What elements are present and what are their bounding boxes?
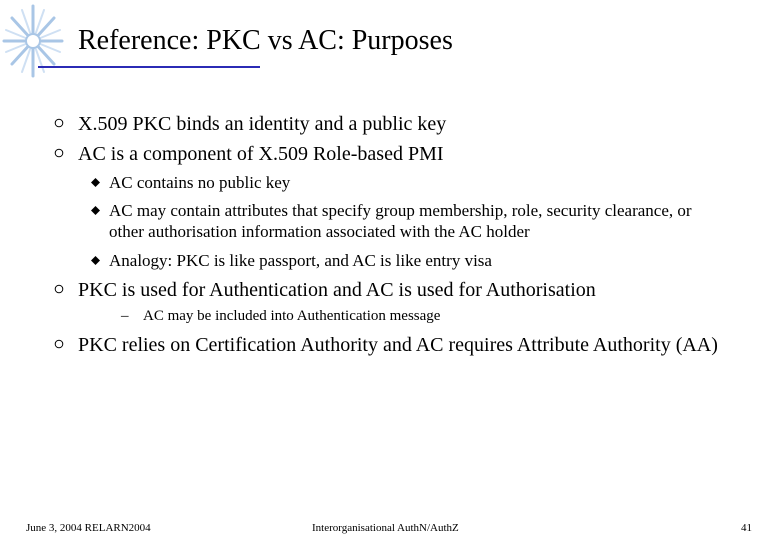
bullet-text: AC is a component of X.509 Role-based PMI (78, 143, 444, 165)
bullet-item (78, 333, 718, 357)
sub-sub-bullet-text: AC may be included into Authentication message (143, 308, 441, 324)
ring-bullet-icon (54, 148, 64, 158)
bullet-item (78, 142, 444, 166)
ring-bullet-icon (54, 284, 64, 294)
diamond-bullet-icon (91, 178, 100, 187)
sub-bullet-text: AC contains no public key (109, 173, 291, 192)
page-number: 41 (741, 522, 752, 534)
diamond-bullet-icon (91, 206, 100, 215)
sub-bullet-text: other authorisation information associated with the AC holder (109, 222, 530, 241)
sub-sub-bullet-item (121, 307, 441, 325)
footer-date: June 3, 2004 RELARN2004 (26, 522, 151, 534)
sub-bullet-text: AC may contain attributes that specify group membership, role, security clearance, or (109, 201, 692, 220)
starburst-logo-icon (0, 0, 70, 80)
dash-bullet-icon: – (121, 308, 129, 324)
ring-bullet-icon (54, 118, 64, 128)
sub-bullet-item (109, 172, 290, 193)
diamond-bullet-icon (91, 256, 100, 265)
sub-bullet-text: Analogy: PKC is like passport, and AC is like entry visa (109, 251, 492, 270)
bullet-text: X.509 PKC binds an identity and a public key (78, 113, 447, 135)
bullet-text: PKC relies on Certification Authority and AC requires Attribute Authority (AA) (78, 334, 718, 356)
ring-bullet-icon (54, 339, 64, 349)
sub-bullet-continuation (109, 221, 530, 242)
sub-bullet-item (109, 250, 492, 271)
sub-bullet-item (109, 200, 692, 221)
page-title: Reference: PKC vs AC: Purposes (78, 25, 453, 56)
title-underline (38, 66, 260, 68)
bullet-text: PKC is used for Authentication and AC is used for Authorisation (78, 279, 596, 301)
footer-title: Interorganisational AuthN/AuthZ (312, 522, 459, 534)
bullet-item (78, 112, 446, 136)
bullet-item (78, 278, 596, 302)
